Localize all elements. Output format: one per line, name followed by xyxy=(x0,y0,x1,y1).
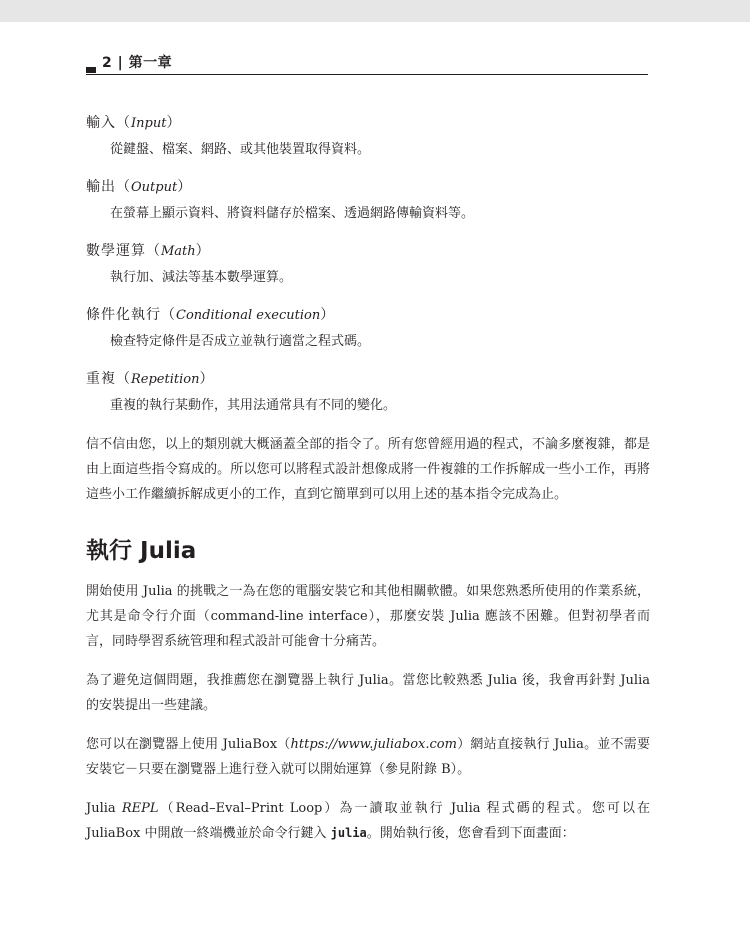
definition-description: 檢查特定條件是否成立並執行適當之程式碼。 xyxy=(110,334,371,349)
definition-term: 數學運算（Math） xyxy=(86,243,211,259)
definition-item xyxy=(86,304,650,353)
body-paragraph: 為了避免這個問題，我推薦您在瀏覽器上執行 Julia。當您比較熟悉 Julia 後，我會再針對 Julia 的安裝提出一些建議。 xyxy=(86,673,650,713)
julia-command: julia xyxy=(330,826,367,840)
definition-term: 輸出（Output） xyxy=(86,179,193,195)
definition-item xyxy=(86,176,650,225)
definition-item xyxy=(86,368,650,417)
definition-description: 執行加、減法等基本數學運算。 xyxy=(110,270,293,285)
definition-item xyxy=(86,240,650,289)
definition-item xyxy=(86,112,650,161)
definition-term: 條件化執行（Conditional execution） xyxy=(86,307,336,323)
juliabox-url: https://www.juliabox.com xyxy=(290,737,457,752)
body-paragraph: 您可以在瀏覽器上使用 JuliaBox（https://www.juliabox.com）網站直接執行 Julia。並不需要安裝它－只要在瀏覽器上進行登入就可以開始運算（參見附錄 B）。 xyxy=(86,737,650,777)
body-paragraph: 開始使用 Julia 的挑戰之一為在您的電腦安裝它和其他相關軟體。如果您熟悉所使用的作業系統，尤其是命令行介面（command-line interface），那麼安裝 Julia 應該不困難。但對初學者而言，同時學習系統管理和程式設計可能會十分痛苦。 xyxy=(86,584,650,649)
chapter-title: 第一章 xyxy=(128,55,173,71)
definition-term: 重複（Repetition） xyxy=(86,371,215,387)
definition-term: 輸入（Input） xyxy=(86,115,182,131)
intro-paragraph: 信不信由您，以上的類別就大概涵蓋全部的指令了。所有您曾經用過的程式，不論多麼複雜，都是由上面這些指令寫成的。所以您可以將程式設計想像成將一件複雜的工作拆解成一些小工作，再將這些小工作繼續拆解成更小的工作，直到它簡單到可以用上述的基本指令完成為止。 xyxy=(86,437,650,502)
section-title: 執行 Julia xyxy=(86,538,197,564)
top-band xyxy=(0,0,750,22)
page-number: 2 xyxy=(102,55,113,71)
header-separator: | xyxy=(117,55,124,71)
body-paragraph: Julia REPL（Read–Eval–Print Loop）為一讀取並執行 Julia 程式碼的程式。您可以在 JuliaBox 中開啟一終端機並於命令行鍵入 julia。開始執行後，您會看到下面畫面： xyxy=(86,801,650,841)
header-text xyxy=(102,52,172,72)
definition-description: 重複的執行某動作，其用法通常具有不同的變化。 xyxy=(110,398,397,413)
running-head xyxy=(86,50,648,75)
definition-description: 在螢幕上顯示資料、將資料儲存於檔案、透過網路傳輸資料等。 xyxy=(110,206,475,221)
header-marker xyxy=(86,67,96,73)
repl-term: REPL xyxy=(121,801,159,816)
definition-list xyxy=(86,112,650,417)
definition-description: 從鍵盤、檔案、網路、或其他裝置取得資料。 xyxy=(110,142,371,157)
page-content xyxy=(86,112,650,846)
